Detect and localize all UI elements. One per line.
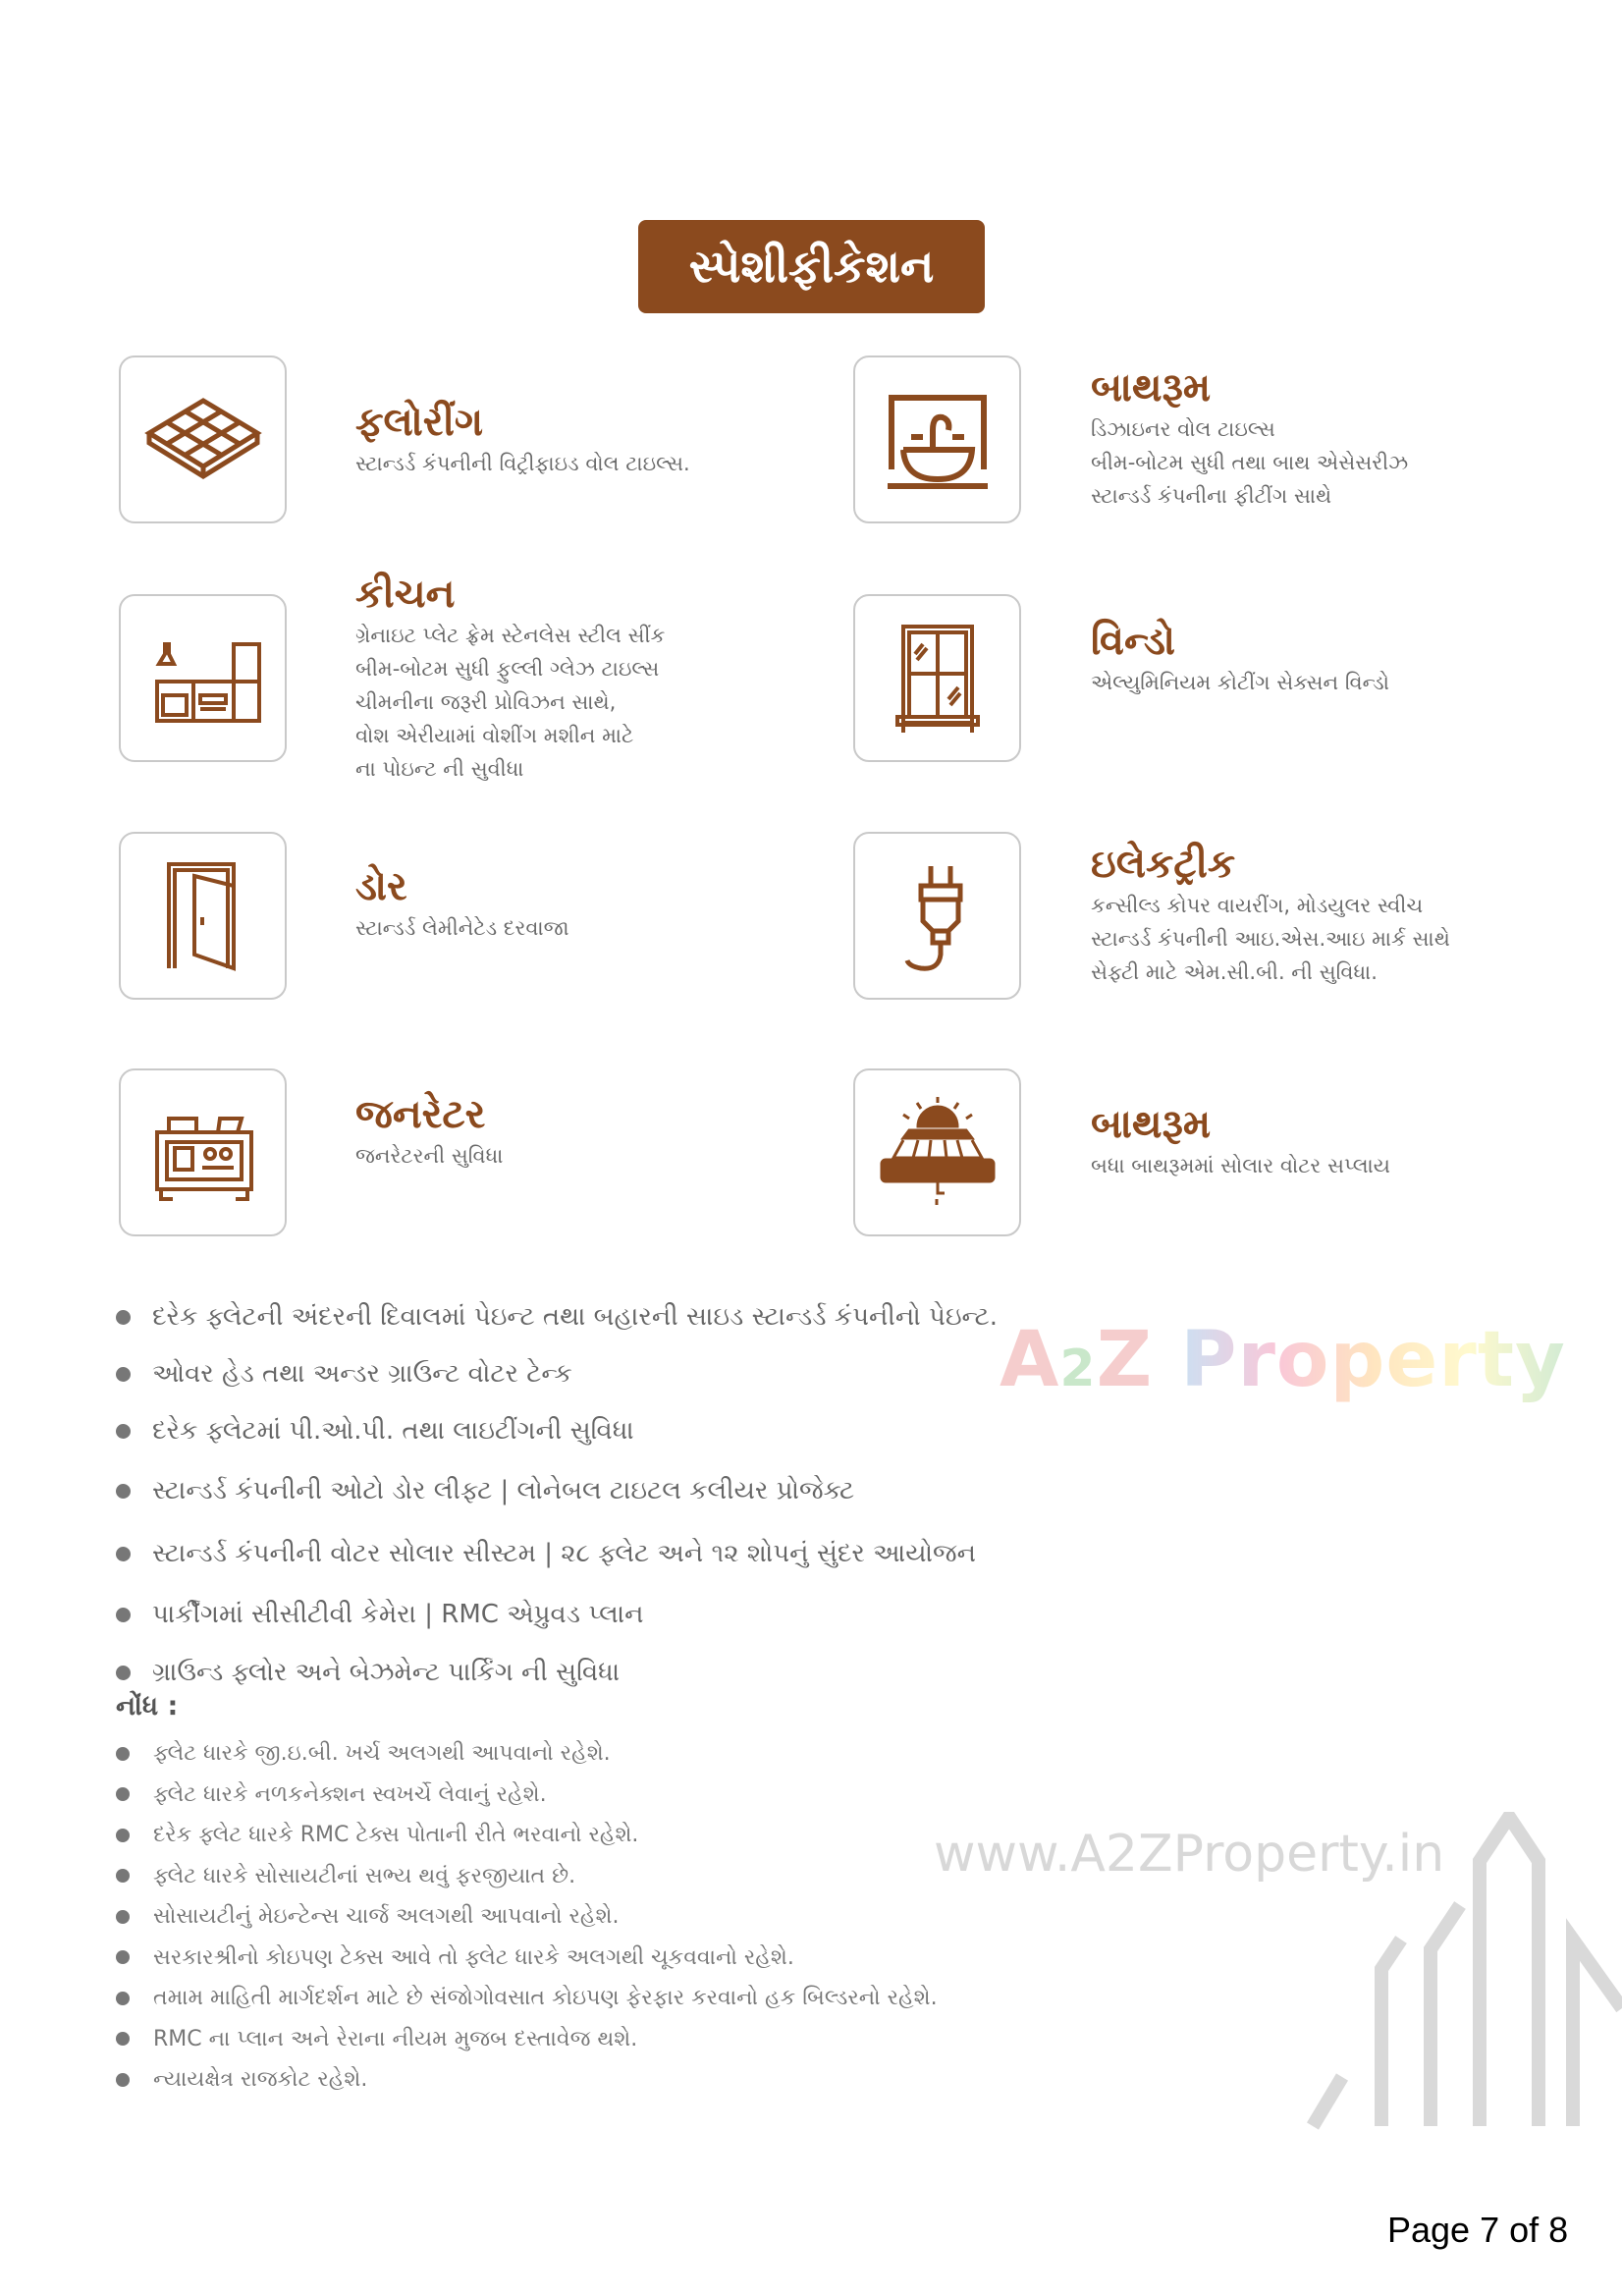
spec-kitchen bbox=[355, 570, 827, 786]
list-item: પાર્કીંગમાં સીસીટીવી કેમેરા | RMC એપ્રુવડ પ્લાન bbox=[116, 1585, 1196, 1644]
spec-title: ફલોરીંગ bbox=[355, 400, 484, 445]
spec-desc: બીમ-બોટમ સુધી તથા બાથ એસેસરીઝ bbox=[1091, 451, 1409, 474]
list-item: ઓવર હેડ તથા અન્ડર ગ્રાઉન્ટ વોટર ટેન્ક bbox=[116, 1345, 1196, 1402]
spec-title: કીચન bbox=[355, 572, 456, 617]
spec-desc: એલ્યુમિનિયમ કોટીંગ સેક્સન વિન્ડો bbox=[1091, 671, 1389, 694]
spec-window bbox=[1091, 617, 1562, 699]
spec-door bbox=[355, 862, 787, 945]
list-item: ફ્લેટ ધારકે જી.ઇ.બી. ખર્ચ અલગથી આપવાનો રહેશે. bbox=[116, 1733, 1196, 1775]
solar-heater-icon bbox=[853, 1068, 1021, 1236]
spec-desc: સ્ટાન્ડર્ડ લેમીનેટેડ દરવાજા bbox=[355, 916, 569, 940]
spec-desc: ચીમનીના જરૂરી પ્રોવિઝન સાથે, bbox=[355, 690, 617, 714]
spec-title: વિન્ડો bbox=[1091, 619, 1175, 664]
spec-title: જનરેટર bbox=[355, 1092, 486, 1137]
spec-generator bbox=[355, 1090, 787, 1173]
spec-desc: સ્ટાન્ડર્ડ કંપનીના ફીટીંગ સાથે bbox=[1091, 484, 1332, 508]
spec-desc: બીમ-બોટમ સુધી ફુલ્લી ગ્લેઝ ટાઇલ્સ bbox=[355, 657, 660, 681]
website-watermark: www.A2ZProperty.in bbox=[934, 1825, 1445, 1884]
list-item: RMC ના પ્લાન અને રેરાના નીયમ મુજબ દસ્તાવેજ થશે. bbox=[116, 2019, 1196, 2060]
list-item: દરેક ફ્લેટની અંદરની દિવાલમાં પેઇન્ટ તથા બહારની સાઇડ સ્ટાન્ડર્ડ કંપનીનો પેઇન્ટ. bbox=[116, 1288, 1196, 1345]
list-item: સોસાયટીનું મેઇન્ટેન્સ ચાર્જ અલગથી આપવાનો રહેશે. bbox=[116, 1896, 1196, 1938]
spec-desc: જનરેટરની સુવિધા bbox=[355, 1144, 504, 1168]
wash-basin-icon bbox=[853, 355, 1021, 523]
spec-title: બાથરૂમ bbox=[1091, 1102, 1212, 1147]
list-item: ગ્રાઉન્ડ ફ્લોર અને બેઝમેન્ટ પાર્કિંગ ની સુવિધા bbox=[116, 1644, 1196, 1701]
notes-list bbox=[116, 1733, 1196, 2101]
list-item: તમામ માહિતી માર્ગદર્શન માટે છે સંજોગોવસાત કોઇપણ ફેરફાર કરવાનો હક બિલ્ડરનો રહેશે. bbox=[116, 1978, 1196, 2019]
generator-icon bbox=[119, 1068, 287, 1236]
list-item: ન્યાયક્ષેત્ર રાજકોટ રહેશે. bbox=[116, 2059, 1196, 2101]
spec-desc: ગ્રેનાઇટ પ્લેટ ફ્રેમ સ્ટેનલેસ સ્ટીલ સીંક bbox=[355, 624, 666, 647]
spec-title: ડોર bbox=[355, 864, 407, 909]
list-item: સરકારશ્રીનો કોઇપણ ટેક્સ આવે તો ફ્લેટ ધારકે અલગથી ચૂકવવાનો રહેશે. bbox=[116, 1938, 1196, 1979]
page-title: સ્પેશીફીકેશન bbox=[638, 220, 985, 313]
a2z-property-watermark: A2Z Property bbox=[1000, 1316, 1566, 1404]
spec-flooring bbox=[355, 398, 787, 480]
window-icon bbox=[853, 594, 1021, 762]
plug-icon bbox=[853, 832, 1021, 1000]
kitchen-icon bbox=[119, 594, 287, 762]
list-item: સ્ટાન્ડર્ડ કંપનીની ઓટો ડોર લીફ્ટ | લોનેબલ ટાઇટલ કલીયર પ્રોજેક્ટ bbox=[116, 1459, 1196, 1522]
spec-desc: કન્સીલ્ડ કોપર વાયરીંગ, મોડયુલર સ્વીચ bbox=[1091, 894, 1424, 917]
spec-title: ઇલેકટ્રીક bbox=[1091, 842, 1236, 887]
notes-heading: નોંધ : bbox=[116, 1691, 179, 1722]
list-item: દરેક ફ્લેટમાં પી.ઓ.પી. તથા લાઇટીંગની સુવિધા bbox=[116, 1402, 1196, 1459]
spec-desc: બધા બાથરૂમમાં સોલાર વોટર સપ્લાય bbox=[1091, 1154, 1390, 1177]
spec-desc: સ્ટાન્ડર્ડ કંપનીની આઇ.એસ.આઇ માર્ક સાથે bbox=[1091, 927, 1450, 951]
spec-desc: ડિઝાઇનર વોલ ટાઇલ્સ bbox=[1091, 417, 1275, 441]
spec-bathroom bbox=[1091, 363, 1562, 513]
spec-desc: સ્ટાન્ડર્ડ કંપનીની વિટ્રીફાઇડ વોલ ટાઇલ્સ. bbox=[355, 452, 690, 475]
features-list bbox=[116, 1288, 1196, 1701]
building-watermark-icon bbox=[1303, 1812, 1622, 2131]
spec-electric bbox=[1091, 840, 1601, 989]
spec-desc: સેફ્ટી માટે એમ.સી.બી. ની સુવિધા. bbox=[1091, 960, 1378, 984]
floor-tiles-icon bbox=[119, 355, 287, 523]
door-icon bbox=[119, 832, 287, 1000]
page-number: Page 7 of 8 bbox=[1387, 2210, 1569, 2250]
spec-desc: વોશ એરીયામાં વોશીંગ મશીન માટે bbox=[355, 724, 634, 747]
list-item: ફ્લેટ ધારકે નળકનેક્શન સ્વખર્ચે લેવાનું રહેશે. bbox=[116, 1775, 1196, 1816]
list-item: સ્ટાન્ડર્ડ કંપનીની વોટર સોલાર સીસ્ટમ | ૨૮ ફ્લેટ અને ૧૨ શોપનું સુંદર આયોજન bbox=[116, 1522, 1196, 1585]
list-item: દરેક ફ્લેટ ધારકે RMC ટેક્સ પોતાની રીતે ભરવાનો રહેશે. bbox=[116, 1815, 1196, 1856]
list-item: ફ્લેટ ધારકે સોસાયટીનાં સભ્ય થવું ફરજીયાત છે. bbox=[116, 1856, 1196, 1897]
spec-solar bbox=[1091, 1100, 1601, 1182]
spec-title: બાથરૂમ bbox=[1091, 365, 1212, 410]
spec-desc: ના પોઇન્ટ ની સુવીધા bbox=[355, 757, 524, 781]
